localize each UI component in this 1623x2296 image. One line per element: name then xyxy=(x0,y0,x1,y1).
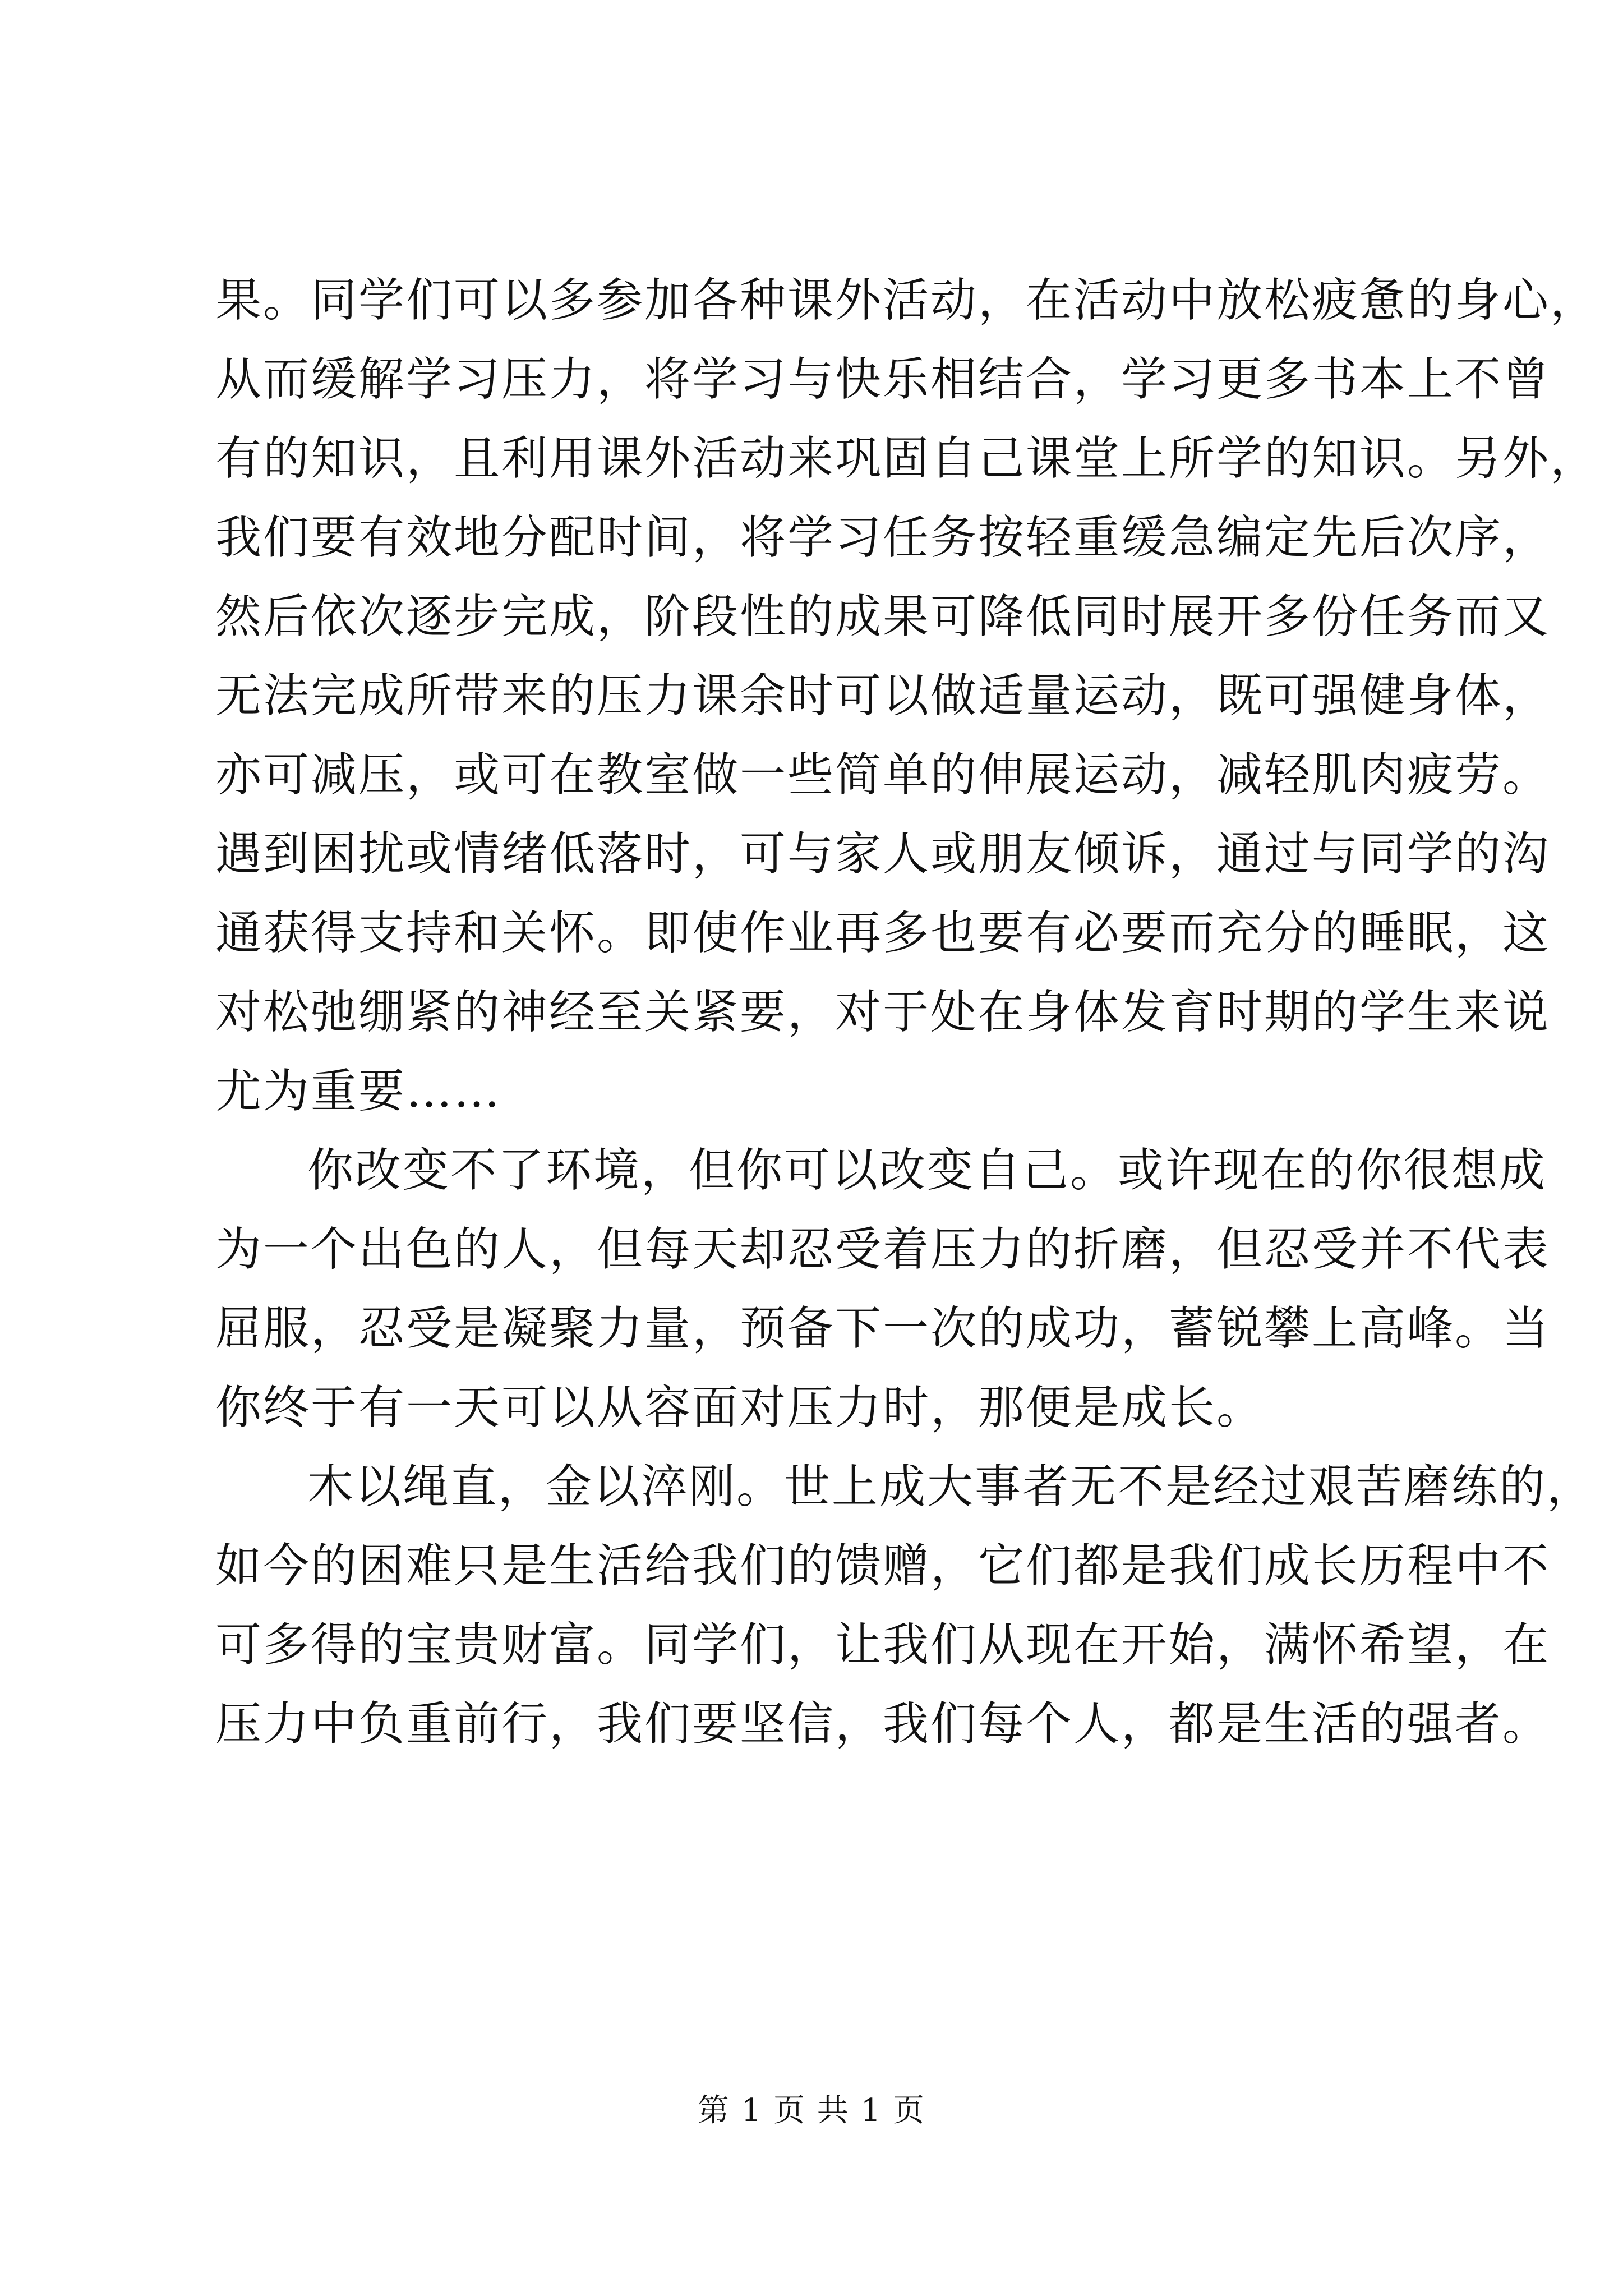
text-line: 你改变不了环境，但你可以改变自己。或许现在的你很想成 xyxy=(307,1144,1547,1197)
text-line: 我们要有效地分配时间，将学习任务按轻重缓急编定先后次序， xyxy=(215,511,1551,564)
text-line: 果。同学们可以多参加各种课外活动，在活动中放松疲惫的身心， xyxy=(215,274,1598,327)
text-line: 从而缓解学习压力，将学习与快乐相结合，学习更多书本上不曾 xyxy=(215,353,1551,406)
text-line: 有的知识，且利用课外活动来巩固自己课堂上所学的知识。另外， xyxy=(215,432,1598,485)
text-line: 无法完成所带来的压力课余时可以做适量运动，既可强健身体， xyxy=(215,669,1551,723)
text-line: 尤为重要…… xyxy=(215,1065,502,1118)
text-line: 然后依次逐步完成，阶段性的成果可降低同时展开多份任务而又 xyxy=(215,590,1551,643)
text-line: 木以绳直，金以淬刚。世上成大事者无不是经过艰苦磨练的， xyxy=(307,1460,1595,1513)
text-line: 遇到困扰或情绪低落时，可与家人或朋友倾诉，通过与同学的沟 xyxy=(215,827,1551,881)
text-line: 屈服，忍受是凝聚力量，预备下一次的成功，蓄锐攀上高峰。当 xyxy=(215,1302,1551,1355)
text-line: 可多得的宝贵财富。同学们，让我们从现在开始，满怀希望，在 xyxy=(215,1618,1551,1672)
text-line: 你终于有一天可以从容面对压力时，那便是成长。 xyxy=(215,1381,1265,1434)
text-line: 为一个出色的人，但每天却忍受着压力的折磨，但忍受并不代表 xyxy=(215,1223,1551,1276)
text-line: 如今的困难只是生活给我们的馈赠，它们都是我们成长历程中不 xyxy=(215,1539,1551,1593)
text-line: 压力中负重前行，我们要坚信，我们每个人，都是生活的强者。 xyxy=(215,1697,1551,1751)
document-body xyxy=(215,261,1598,1764)
page-footer: 第 1 页 共 1 页 xyxy=(697,2092,926,2129)
text-line: 亦可减压，或可在教室做一些简单的伸展运动，减轻肌肉疲劳。 xyxy=(215,748,1551,802)
text-line: 对松弛绷紧的神经至关紧要，对于处在身体发育时期的学生来说 xyxy=(215,986,1551,1039)
text-line: 通获得支持和关怀。即使作业再多也要有必要而充分的睡眠，这 xyxy=(215,907,1551,960)
